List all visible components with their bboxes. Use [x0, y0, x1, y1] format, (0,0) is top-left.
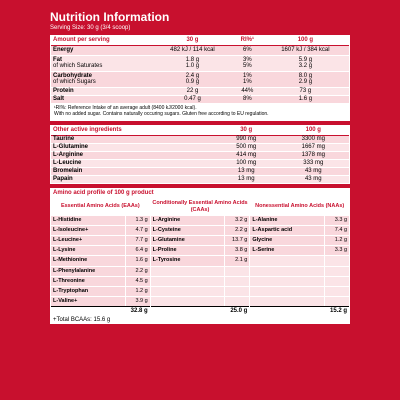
nutrient-value	[152, 55, 233, 71]
amino-row	[250, 296, 349, 306]
value-line: 3.2 g	[298, 63, 313, 69]
amino-value: 3.3 g	[325, 216, 349, 225]
nutrient-value	[152, 87, 233, 95]
amino-name: L-Cysteine	[151, 226, 225, 235]
value-line: 8.0 g	[298, 72, 313, 79]
amino-row	[250, 276, 349, 286]
amino-name: L-Serine	[250, 246, 324, 255]
ingredient-name: L-Glutamine	[51, 143, 215, 151]
nutrient-label: Fat	[53, 56, 62, 63]
amino-name: L-Alanine	[250, 216, 324, 225]
amino-value	[225, 267, 249, 276]
total-value: 25.0 g	[230, 308, 248, 315]
amino-row	[250, 235, 349, 245]
value-line: 6%	[243, 47, 252, 53]
nutrition-table	[51, 36, 349, 103]
nutrition-header-row	[51, 36, 349, 46]
active-row	[51, 135, 349, 143]
amino-row	[51, 266, 150, 276]
amino-value: 3.8 g	[225, 246, 249, 255]
amino-row	[250, 225, 349, 235]
amino-name: L-Arginine	[151, 216, 225, 225]
amino-row	[250, 255, 349, 265]
amino-value: 1.3 g	[126, 216, 150, 225]
amino-value: 1.2 g	[126, 287, 150, 296]
value-line: 1607 kJ / 384 kcal	[281, 47, 330, 53]
nutrient-value	[262, 95, 349, 103]
ingredient-name: Papain	[51, 175, 215, 183]
nutrient-value	[262, 71, 349, 87]
value-line: 482 kJ / 114 kcal	[170, 47, 215, 53]
nutrient-label: Protein	[53, 87, 74, 94]
value-line: 1.6 g	[298, 95, 313, 102]
nutrient-value	[233, 46, 262, 56]
nutrient-value	[262, 46, 349, 56]
active-row	[51, 159, 349, 167]
amino-row	[51, 296, 150, 306]
amino-name: Glycine	[250, 236, 324, 245]
col-header: Other active ingredients	[51, 126, 215, 136]
amino-value: 7.4 g	[325, 226, 349, 235]
amino-row	[51, 255, 150, 265]
ingredient-value: 414 mg	[215, 151, 278, 159]
amino-value	[225, 287, 249, 296]
amino-name	[250, 267, 324, 276]
amino-row	[151, 276, 250, 286]
amino-value: 1.6 g	[126, 256, 150, 265]
ingredient-value: 990 mg	[215, 135, 278, 143]
amino-value: 2.2 g	[225, 226, 249, 235]
col-header: 30 g	[215, 126, 278, 136]
total-spacer	[51, 307, 131, 315]
amino-column	[51, 199, 150, 316]
amino-column-head: Conditionally Essential Amino Acids (CAAs)	[152, 200, 248, 213]
ingredient-value: 3300 mg	[278, 135, 349, 143]
amino-value: 1.2 g	[325, 236, 349, 245]
value-line: 5%	[243, 63, 252, 69]
nutrition-table-box	[50, 35, 350, 121]
amino-column-total	[151, 306, 250, 315]
amino-row	[250, 245, 349, 255]
amino-row	[51, 235, 150, 245]
amino-row	[151, 296, 250, 306]
value-line: 1%	[243, 79, 252, 85]
ingredient-name: L-Arginine	[51, 151, 215, 159]
ri-note	[51, 103, 349, 120]
nutrient-value	[152, 71, 233, 87]
amino-name: L-Methionine	[51, 256, 125, 265]
amino-column-head: Nonessential Amino Acids (NAAs)	[250, 199, 349, 215]
ingredient-value: 333 mg	[278, 159, 349, 167]
amino-name: L-Histidine	[51, 216, 125, 225]
nutrient-value	[233, 95, 262, 103]
bcaa-total: +Total BCAAs: 15.6 g	[50, 316, 350, 324]
nutrition-row	[51, 46, 349, 56]
value-line: 2.9 g	[298, 79, 313, 85]
col-header: Amount per serving	[51, 36, 152, 46]
active-row	[51, 167, 349, 175]
value-line: 2.4 g	[185, 72, 200, 79]
amino-row	[151, 235, 250, 245]
nutrition-row	[51, 87, 349, 95]
active-table-box	[50, 125, 350, 184]
amino-name	[250, 297, 324, 306]
amino-row	[151, 255, 250, 265]
amino-name	[151, 287, 225, 296]
nutrient-value	[152, 95, 233, 103]
value-line: 3%	[243, 56, 252, 63]
amino-value: 4.5 g	[126, 277, 150, 286]
value-line: 73 g	[299, 87, 312, 94]
amino-value: 3.2 g	[225, 216, 249, 225]
value-line: 5.9 g	[298, 56, 313, 63]
amino-value: 3.9 g	[126, 297, 150, 306]
amino-value	[325, 277, 349, 286]
amino-name: L-Glutamine	[151, 236, 225, 245]
amino-name	[151, 277, 225, 286]
amino-value	[325, 297, 349, 306]
amino-value: 2.1 g	[225, 256, 249, 265]
amino-value	[325, 267, 349, 276]
active-rows	[51, 135, 349, 183]
nutrient-sub-label: of which Sugars	[53, 79, 96, 85]
col-header: 30 g	[152, 36, 233, 46]
value-line: 0.47 g	[184, 95, 201, 102]
amino-name: L-Lysine	[51, 246, 125, 255]
ingredient-value: 500 mg	[215, 143, 278, 151]
amino-column-total	[250, 306, 349, 315]
total-value: 15.2 g	[330, 308, 348, 315]
nutrient-value	[233, 87, 262, 95]
nutrient-label: Carbohydrate	[53, 72, 93, 79]
nutrient-name	[51, 87, 152, 95]
amino-value	[325, 287, 349, 296]
amino-row	[250, 266, 349, 276]
page-title: Nutrition Information	[50, 10, 170, 24]
total-spacer	[151, 307, 231, 315]
nutrient-name	[51, 95, 152, 103]
ingredient-value: 13 mg	[215, 175, 278, 183]
amino-row	[250, 286, 349, 296]
total-value: 32.8 g	[130, 308, 148, 315]
amino-name	[151, 267, 225, 276]
amino-row	[151, 215, 250, 225]
ingredient-name: Bromelain	[51, 167, 215, 175]
col-header: 100 g	[262, 36, 349, 46]
amino-grid	[50, 198, 350, 317]
amino-row	[51, 276, 150, 286]
value-line: 1%	[243, 72, 252, 79]
amino-row	[51, 286, 150, 296]
amino-row	[151, 266, 250, 276]
amino-name	[250, 287, 324, 296]
amino-name	[151, 297, 225, 306]
amino-column-head: Essential Amino Acids (EAAs)	[51, 199, 150, 215]
amino-name	[250, 256, 324, 265]
amino-row	[151, 286, 250, 296]
value-line: 0.9 g	[185, 79, 200, 85]
amino-row	[51, 245, 150, 255]
amino-value: 3.3 g	[325, 246, 349, 255]
ingredient-value: 1667 mg	[278, 143, 349, 151]
value-line: 44%	[241, 87, 254, 94]
amino-value	[325, 256, 349, 265]
ri-note-line: ¹RI%: Reference Intake of an average adult (8400 kJ/2000 kcal).	[54, 104, 197, 111]
amino-name: L-Threonine	[51, 277, 125, 286]
amino-value: 13.7 g	[225, 236, 249, 245]
value-line: 8%	[243, 95, 252, 102]
amino-value: 6.4 g	[126, 246, 150, 255]
nutrition-row	[51, 95, 349, 103]
amino-value: 2.2 g	[126, 267, 150, 276]
ingredient-name: L-Leucine	[51, 159, 215, 167]
amino-value	[225, 297, 249, 306]
nutrient-name	[51, 55, 152, 71]
amino-value	[225, 277, 249, 286]
amino-row	[151, 225, 250, 235]
amino-column	[151, 199, 250, 316]
amino-row	[51, 225, 150, 235]
amino-name: L-Valine+	[51, 297, 125, 306]
amino-column	[250, 199, 349, 316]
value-line: 1.8 g	[185, 56, 200, 63]
amino-name: L-Isoleucine+	[51, 226, 125, 235]
active-row	[51, 151, 349, 159]
amino-name: L-Tryptophan	[51, 287, 125, 296]
active-row	[51, 175, 349, 183]
nutrition-row	[51, 55, 349, 71]
nutrient-value	[233, 55, 262, 71]
nutrient-name	[51, 46, 152, 56]
nutrition-row	[51, 71, 349, 87]
total-spacer	[250, 307, 330, 315]
nutrient-sub-label: of which Saturates	[53, 63, 103, 69]
amino-name: L-Aspartic acid	[250, 226, 324, 235]
ingredient-value: 100 mg	[215, 159, 278, 167]
ingredient-value: 43 mg	[278, 167, 349, 175]
value-line: 1.0 g	[185, 63, 200, 69]
amino-row	[250, 215, 349, 225]
sugar-note-line: With no added sugar. Contains naturally occuring sugars. Gluten free according to EU regulation.	[54, 111, 269, 117]
amino-row	[151, 245, 250, 255]
ingredient-value: 13 mg	[215, 167, 278, 175]
nutrient-name	[51, 71, 152, 87]
nutrition-rows	[51, 46, 349, 103]
amino-value: 4.7 g	[126, 226, 150, 235]
amino-value: 7.7 g	[126, 236, 150, 245]
nutrient-label: Salt	[53, 95, 65, 102]
col-header: RI%¹	[233, 36, 262, 46]
value-line: 22 g	[186, 87, 199, 94]
amino-name: L-Tyrosine	[151, 256, 225, 265]
nutrient-value	[152, 46, 233, 56]
amino-profile-title: Amino acid profile of 100 g product	[50, 188, 350, 198]
active-ingredients-table	[51, 126, 349, 183]
ingredient-value: 1378 mg	[278, 151, 349, 159]
nutrient-value	[262, 87, 349, 95]
amino-column-total	[51, 306, 150, 315]
nutrition-panel	[50, 10, 350, 324]
serving-size: Serving Size: 30 g (3/4 scoop)	[50, 25, 131, 31]
nutrient-label: Energy	[53, 47, 74, 53]
nutrient-value	[262, 55, 349, 71]
active-header-row	[51, 126, 349, 136]
amino-name: L-Proline	[151, 246, 225, 255]
amino-row	[51, 215, 150, 225]
col-header: 100 g	[278, 126, 349, 136]
amino-name: L-Phenylalanine	[51, 267, 125, 276]
amino-name: L-Leucine+	[51, 236, 125, 245]
ingredient-name: Taurine	[51, 135, 215, 143]
ingredient-value: 43 mg	[278, 175, 349, 183]
active-row	[51, 143, 349, 151]
nutrient-value	[233, 71, 262, 87]
amino-name	[250, 277, 324, 286]
